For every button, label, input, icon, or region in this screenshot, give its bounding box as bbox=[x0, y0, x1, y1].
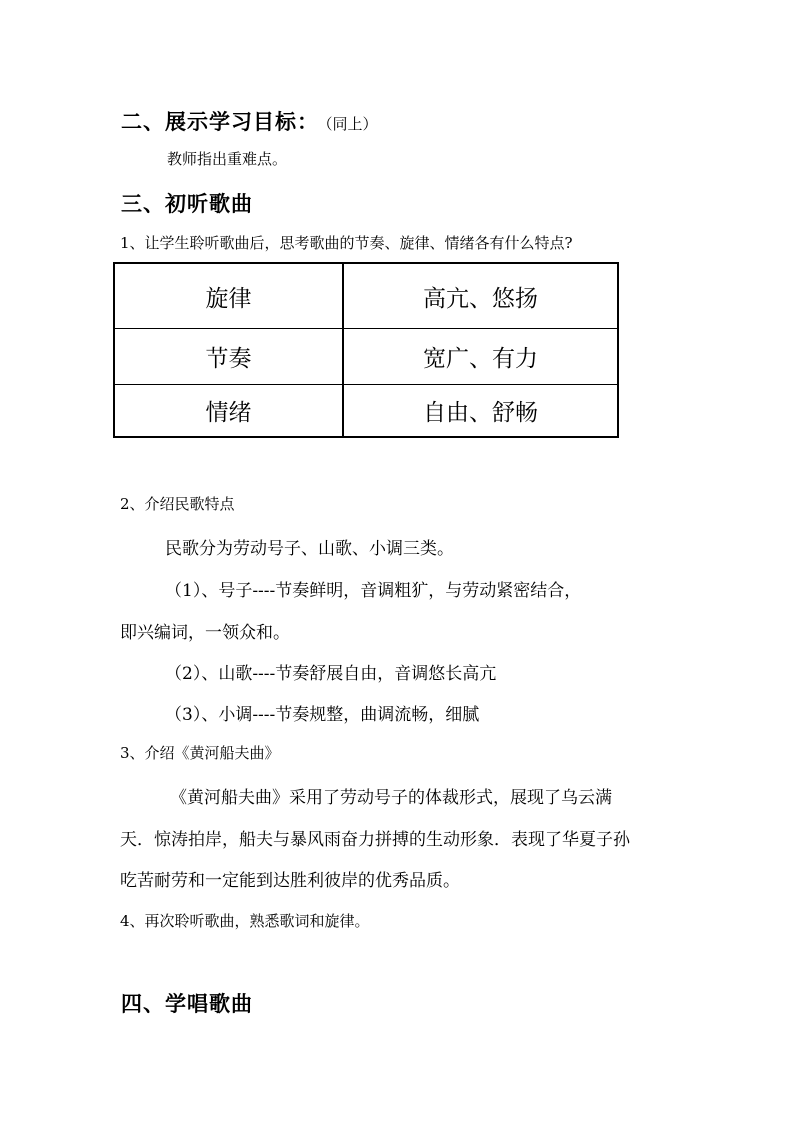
section-3-heading: 三、初听歌曲 bbox=[121, 192, 253, 216]
folk-song-type-3: （3）、小调----节奏规整，曲调流畅，细腻 bbox=[165, 705, 480, 725]
section-2-title: 二、展示学习目标： bbox=[121, 110, 319, 134]
table-row bbox=[115, 385, 617, 436]
section-2-note: （同上） bbox=[325, 115, 378, 133]
table-cell-label: 节奏 bbox=[115, 329, 344, 384]
folk-song-type-1-cont: 即兴编词，一领众和。 bbox=[120, 623, 290, 643]
table-row bbox=[115, 329, 617, 385]
table-row bbox=[115, 264, 617, 329]
table-cell-label: 旋律 bbox=[115, 264, 344, 328]
song-description-line-2: 天．惊涛拍岸，船夫与暴风雨奋力拼搏的生动形象．表现了华夏子孙 bbox=[120, 830, 630, 850]
song-description-line-3: 吃苦耐劳和一定能到达胜利彼岸的优秀品质。 bbox=[120, 871, 460, 891]
item-3-heading: 3、介绍《黄河船夫曲》 bbox=[120, 744, 280, 762]
teacher-note: 教师指出重难点。 bbox=[167, 150, 288, 168]
folk-song-type-1: （1）、号子----节奏鲜明，音调粗犷，与劳动紧密结合， bbox=[165, 581, 582, 601]
folk-song-intro: 民歌分为劳动号子、山歌、小调三类。 bbox=[165, 539, 454, 559]
characteristics-table bbox=[113, 262, 619, 438]
table-cell-value: 宽广、有力 bbox=[423, 346, 538, 372]
table-cell-value: 高亢、悠扬 bbox=[423, 285, 538, 312]
item-1-question: 1、让学生聆听歌曲后，思考歌曲的节奏、旋律、情绪各有什么特点? bbox=[120, 234, 573, 252]
folk-song-type-2: （2）、山歌----节奏舒展自由，音调悠长高亢 bbox=[165, 664, 497, 684]
table-cell-label: 情绪 bbox=[115, 385, 344, 436]
item-2-heading: 2、介绍民歌特点 bbox=[120, 495, 235, 513]
song-description-line-1: 《黄河船夫曲》采用了劳动号子的体裁形式，展现了乌云满 bbox=[170, 788, 612, 808]
item-4-text: 4、再次聆听歌曲，熟悉歌词和旋律。 bbox=[120, 912, 370, 930]
section-2-heading bbox=[121, 106, 378, 136]
table-cell-value: 自由、舒畅 bbox=[423, 400, 538, 426]
section-4-heading: 四、学唱歌曲 bbox=[121, 992, 253, 1016]
